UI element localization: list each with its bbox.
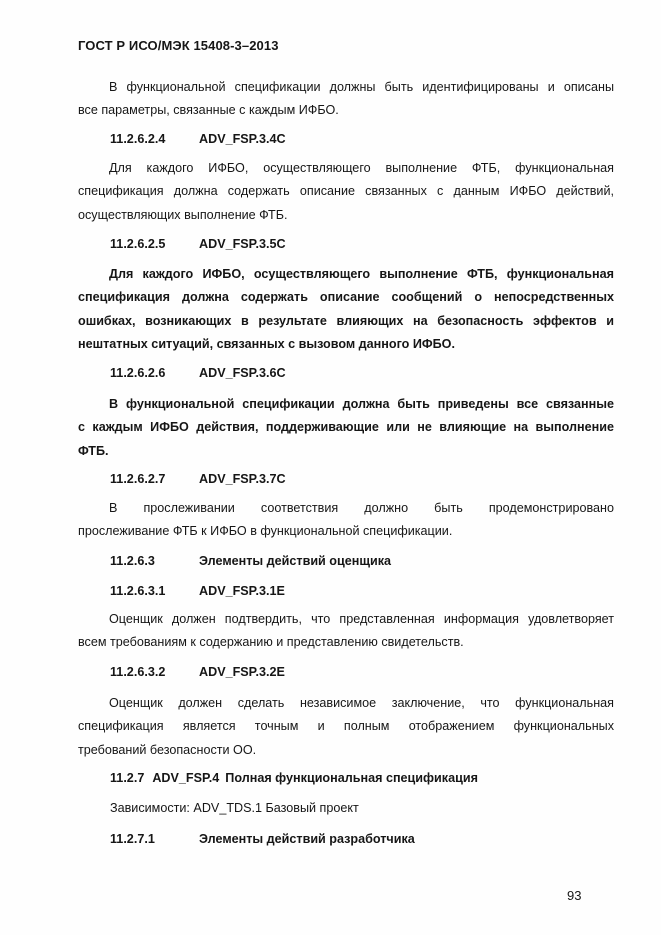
text-line: Оценщик должен сделать независимое заключение, что функциональная [109, 696, 614, 710]
text-line: ошибках, возникающих в результате влияющих на безопасность эффектов и [78, 313, 614, 328]
text-line: В функциональной спецификации должны быть идентифицированы и описаны [109, 80, 614, 94]
section-heading-11-2-7-1 [110, 832, 415, 846]
section-number: 11.2.6.2.7 [110, 472, 166, 486]
page-number: 93 [567, 888, 582, 903]
text-line: спецификация является точным и полным отображением функциональных [78, 719, 614, 734]
section-code: ADV_FSP.3.7C [199, 472, 286, 486]
text-line: спецификация должна содержать описание связанных с данным ИФБО действий, [78, 184, 614, 199]
section-code: ADV_FSP.3.6C [199, 366, 286, 380]
section-title: Элементы действий разработчика [199, 832, 415, 846]
section-number: 11.2.6.2.6 [110, 366, 166, 380]
paragraph-fsp-3-7c [78, 497, 614, 544]
section-code: ADV_FSP.3.5C [199, 237, 286, 251]
section-heading-11-2-6-3-1 [110, 584, 285, 598]
text-line: ФТБ. [78, 443, 109, 458]
section-title: Элементы действий оценщика [199, 554, 392, 568]
paragraph-fsp-3-4c [78, 157, 614, 227]
section-code: ADV_FSP.3.2E [199, 665, 285, 679]
section-number: 11.2.7 [110, 771, 145, 785]
section-code: ADV_FSP.4 [152, 771, 220, 785]
section-number: 11.2.6.3.1 [110, 584, 166, 598]
text-line: осуществляющих выполнение ФТБ. [78, 207, 288, 222]
section-number: 11.2.6.3.2 [110, 665, 166, 679]
section-code: ADV_FSP.3.4C [199, 132, 286, 146]
dependencies-line: Зависимости: ADV_TDS.1 Базовый проект [110, 801, 359, 815]
section-heading-11-2-7 [110, 771, 478, 785]
text-line: нештатных ситуаций, связанных с вызовом данного ИФБО. [78, 336, 455, 351]
section-heading-11-2-6-3 [110, 554, 391, 568]
section-heading-11-2-6-3-2 [110, 665, 285, 679]
section-heading-11-2-6-2-7 [110, 472, 286, 486]
text-line: все параметры, связанные с каждым ИФБО. [78, 103, 339, 118]
section-number: 11.2.6.2.4 [110, 132, 166, 146]
text-line: требований безопасности ОО. [78, 742, 257, 757]
text-line: В функциональной спецификации должна быть приведены все связанные [109, 397, 614, 411]
text-line: всем требованиям к содержанию и представлению свидетельств. [78, 635, 464, 650]
document-header: ГОСТ Р ИСО/МЭК 15408-3–2013 [78, 38, 279, 53]
text-line: спецификация должна содержать описание сообщений о непосредственных [78, 290, 614, 305]
text-line: Оценщик должен подтвердить, что представленная информация удовлетворяет [109, 612, 614, 626]
text-line: с каждым ИФБО действия, поддерживающие или не влияющие на выполнение [78, 420, 614, 435]
paragraph-fsp-parameters [78, 76, 614, 123]
section-code: ADV_FSP.3.1E [199, 584, 285, 598]
section-number: 11.2.7.1 [110, 832, 155, 846]
text-line: В прослеживании соответствия должно быть продемонстрировано [109, 501, 614, 515]
paragraph-fsp-3-2e [78, 692, 614, 762]
section-heading-11-2-6-2-6 [110, 366, 286, 380]
section-heading-11-2-6-2-5 [110, 237, 286, 251]
section-number: 11.2.6.2.5 [110, 237, 166, 251]
paragraph-fsp-3-1e [78, 608, 614, 655]
text-line: Для каждого ИФБО, осуществляющего выполнение ФТБ, функциональная [109, 267, 614, 281]
text-line: прослеживание ФТБ к ИФБО в функциональной спецификации. [78, 524, 453, 539]
text-line: Для каждого ИФБО, осуществляющего выполнение ФТБ, функциональная [109, 161, 614, 175]
paragraph-fsp-3-5c [78, 263, 614, 356]
section-title: Полная функциональная спецификация [225, 771, 478, 785]
paragraph-fsp-3-6c [78, 393, 614, 463]
section-heading-11-2-6-2-4 [110, 132, 286, 146]
section-number: 11.2.6.3 [110, 554, 155, 568]
